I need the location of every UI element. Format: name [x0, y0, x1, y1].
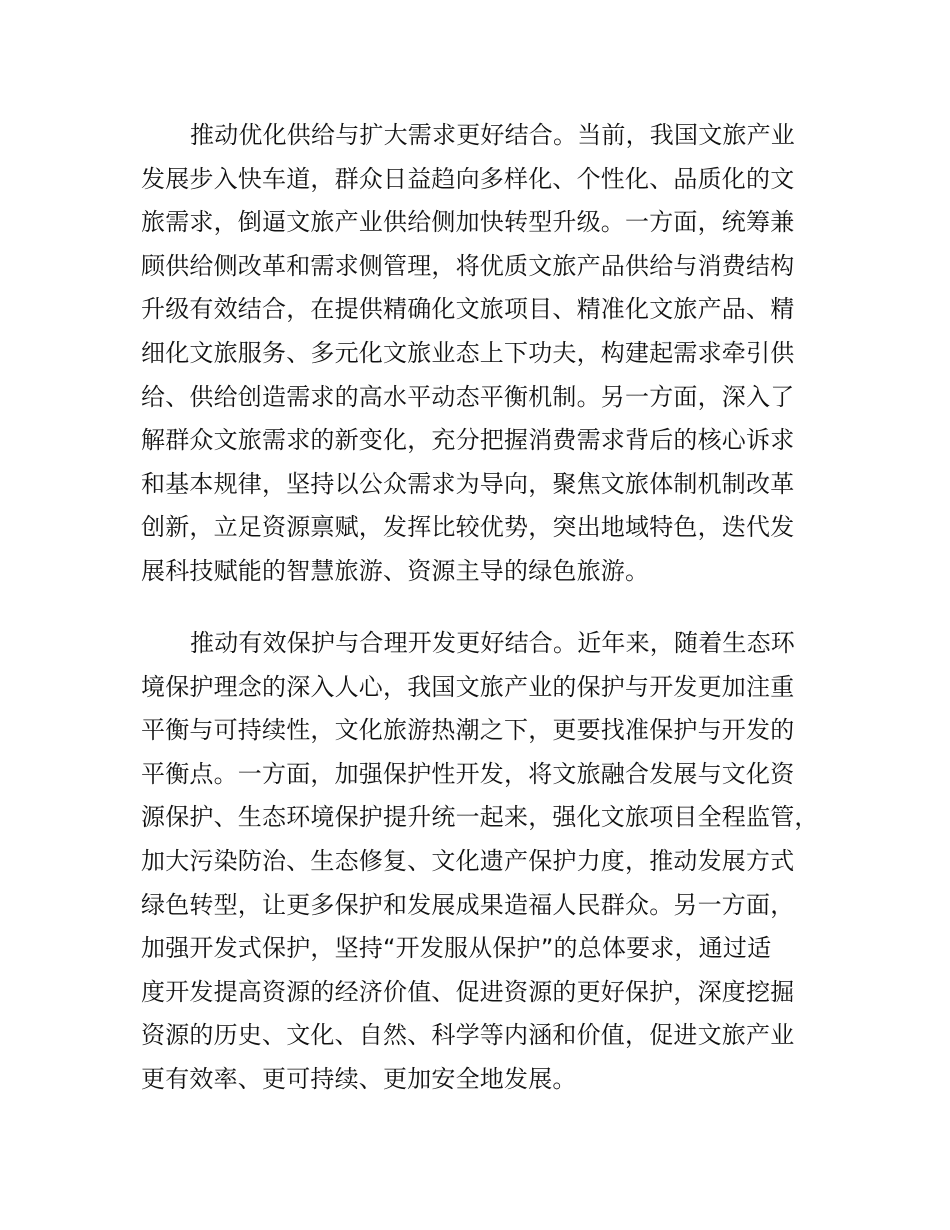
text-line: 创新，立足资源禀赋，发挥比较优势，突出地域特色，迭代发 [141, 513, 795, 542]
text-line: 源保护、生态环境保护提升统一起来，强化文旅项目全程监管， [141, 803, 819, 832]
text-line: 和基本规律，坚持以公众需求为导向，聚焦文旅体制机制改革 [141, 469, 795, 498]
text-line: 给、供给创造需求的高水平动态平衡机制。另一方面，深入了 [141, 382, 795, 411]
text-line: 加大污染防治、生态修复、文化遗产保护力度，推动发展方式 [141, 846, 795, 875]
text-line: 升级有效结合，在提供精确化文旅项目、精准化文旅产品、精 [141, 295, 795, 324]
paragraph-supply-demand [141, 114, 821, 594]
text-line: 平衡点。一方面，加强保护性开发，将文旅融合发展与文化资 [141, 759, 795, 788]
text-line: 平衡与可持续性，文化旅游热潮之下，更要找准保护与开发的 [141, 716, 795, 745]
text-line: 绿色转型，让更多保护和发展成果造福人民群众。另一方面， [141, 890, 795, 919]
text-line: 细化文旅服务、多元化文旅业态上下功夫，构建起需求牵引供 [141, 338, 795, 367]
text-line: 解群众文旅需求的新变化，充分把握消费需求背后的核心诉求 [141, 426, 795, 455]
text-line: 更有效率、更可持续、更加安全地发展。 [141, 1064, 577, 1093]
text-line: 展科技赋能的智慧旅游、资源主导的绿色旅游。 [141, 556, 650, 585]
text-line: 推动有效保护与合理开发更好结合。近年来，随着生态环 [190, 629, 795, 657]
text-line: 资源的历史、文化、自然、科学等内涵和价值，促进文旅产业 [141, 1021, 795, 1050]
text-line: 顾供给侧改革和需求侧管理，将优质文旅产品供给与消费结构 [141, 251, 795, 280]
paragraph-protection-development [141, 622, 821, 1102]
text-line: 旅需求，倒逼文旅产业供给侧加快转型升级。一方面，统筹兼 [141, 208, 795, 237]
text-line: 度开发提高资源的经济价值、促进资源的更好保护，深度挖掘 [141, 977, 795, 1006]
text-line: 境保护理念的深入人心，我国文旅产业的保护与开发更加注重 [141, 672, 795, 701]
text-line: 发展步入快车道，群众日益趋向多样化、个性化、品质化的文 [141, 164, 795, 193]
text-line: 推动优化供给与扩大需求更好结合。当前，我国文旅产业 [190, 121, 795, 149]
text-line: 加强开发式保护，坚持“开发服从保护”的总体要求，通过适 [141, 934, 772, 963]
